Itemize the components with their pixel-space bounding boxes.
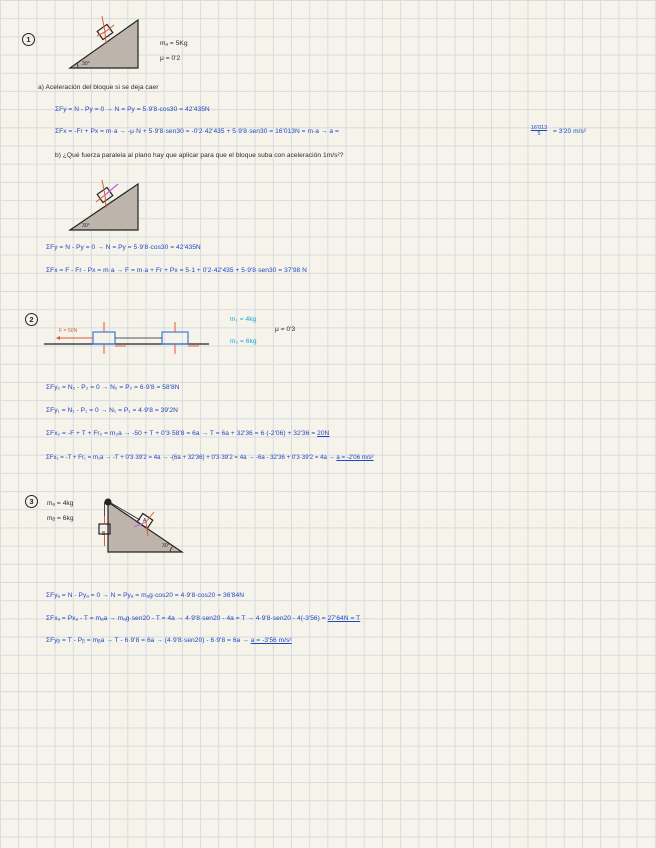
p2-eq3-result: 20N <box>317 430 330 437</box>
p3-given-ma: mₐ = 4kg <box>47 500 74 507</box>
p1b-angle-label: 30° <box>82 223 90 229</box>
p3-eq2-result: 27'64N = T <box>327 615 361 622</box>
p1a-fraction <box>526 125 552 137</box>
p3-label-a: A <box>143 518 147 524</box>
p1a-frac-num: 16'013 <box>530 125 548 131</box>
p2-given-mu: μ = 0'3 <box>275 326 296 333</box>
p1-given-mass: mₐ = 5Kg <box>160 40 188 47</box>
inclined-plane-figure <box>66 12 146 72</box>
p1-angle-label: 30° <box>82 61 90 67</box>
p3-eq1: ΣFyₐ = N - Pyₐ = 0 → N = Pyₐ = mₐg·cos20 = 4·9'8·cos20 = 36'84N <box>46 592 245 599</box>
p3-eq3 <box>46 637 292 645</box>
p1-given-mu: μ = 0'2 <box>160 55 181 62</box>
p2-eq1: ΣFy₂ = N₂ - P₂ = 0 → N₂ = P₂ = 6·9'8 = 58'8N <box>46 384 180 391</box>
p2-eq4-text: ΣFx₁ = -T + Fr₁ = m₁a → -T + 0'3·39'2 = 4a → -(6a + 32'36) + 0'3·39'2 = 4a → -6a - 32'36 + 0'3·39'2 = 4a → <box>46 454 335 461</box>
p1a-frac-den: 5 <box>537 131 541 137</box>
p1a-eq1: ΣFy = N - Py = 0 → N = Py = 5·9'8·cos30 = 42'435N <box>55 106 210 113</box>
p3-eq2 <box>46 615 360 623</box>
p1b-question: b) ¿Qué fuerza paralela al plano hay que aplicar para que el bloque suba con aceleración 1m/s²? <box>55 152 344 159</box>
pulley-incline-figure <box>96 494 186 556</box>
p2-given-m2: m₂ = 6kg <box>230 338 257 345</box>
p3-label-b: B <box>102 531 106 537</box>
problem-number-1: 1 <box>22 33 35 46</box>
p2-given-m1: m₁ = 4kg <box>230 316 257 323</box>
p2-eq2: ΣFy₁ = N₁ - P₁ = 0 → N₁ = P₁ = 4·9'8 = 39'2N <box>46 407 178 414</box>
p2-eq4 <box>46 454 374 462</box>
p1a-result: = 3'20 m/s² <box>553 128 587 135</box>
p3-eq3-text: ΣFyᵦ = T - Pᵦ = mᵦa → T - 6·9'8 = 6a → (4·9'8·sen20) - 6·9'8 = 6a → <box>46 637 249 644</box>
p3-given-mb: mᵦ = 6kg <box>47 515 74 522</box>
problem-number-2: 2 <box>25 313 38 326</box>
p1a-eq2: ΣFx = -Fr + Px = m·a → -μ·N + 5·9'8·sen30 = -0'2·42'435 + 5·9'8·sen30 = 16'013N = m·a → a = <box>55 128 339 135</box>
p3-eq2-text: ΣFxₐ = Pxₐ - T = mₐa → mₐg·sen20 - T = 4a → 4·9'8·sen20 - 4a = T → 4·9'8·sen20 - 4(-3'56) = <box>46 615 326 622</box>
problem-number-3: 3 <box>25 495 38 508</box>
p3-eq3-result: a = -3'56 m/s² <box>250 637 292 644</box>
p2-force-label: F = 50N <box>59 328 78 334</box>
p1b-eq2: ΣFx = F - Fr - Px = m·a → F = m·a + Fr + Px = 5·1 + 0'2·42'435 + 5·9'8·sen30 = 37'98 N <box>46 267 307 274</box>
inclined-plane-figure-b <box>66 176 146 236</box>
p1b-eq1: ΣFy = N - Py = 0 → N = Py = 5·9'8·cos30 = 42'435N <box>46 244 201 251</box>
two-block-figure <box>44 320 214 360</box>
p2-eq3 <box>46 430 329 438</box>
p2-eq3-text: ΣFx₂ = -F + T + Fr₂ = m₂a → -50 + T + 0'3·58'8 = 6a → T = 6a + 32'36 = 6·(-2'06) + 32'36 = <box>46 430 316 437</box>
p1a-question: a) Aceleración del bloque si se deja caer <box>38 84 159 91</box>
p2-eq4-result: a = -2'06 m/s² <box>336 454 374 461</box>
p3-angle-label: 30° <box>162 543 170 549</box>
